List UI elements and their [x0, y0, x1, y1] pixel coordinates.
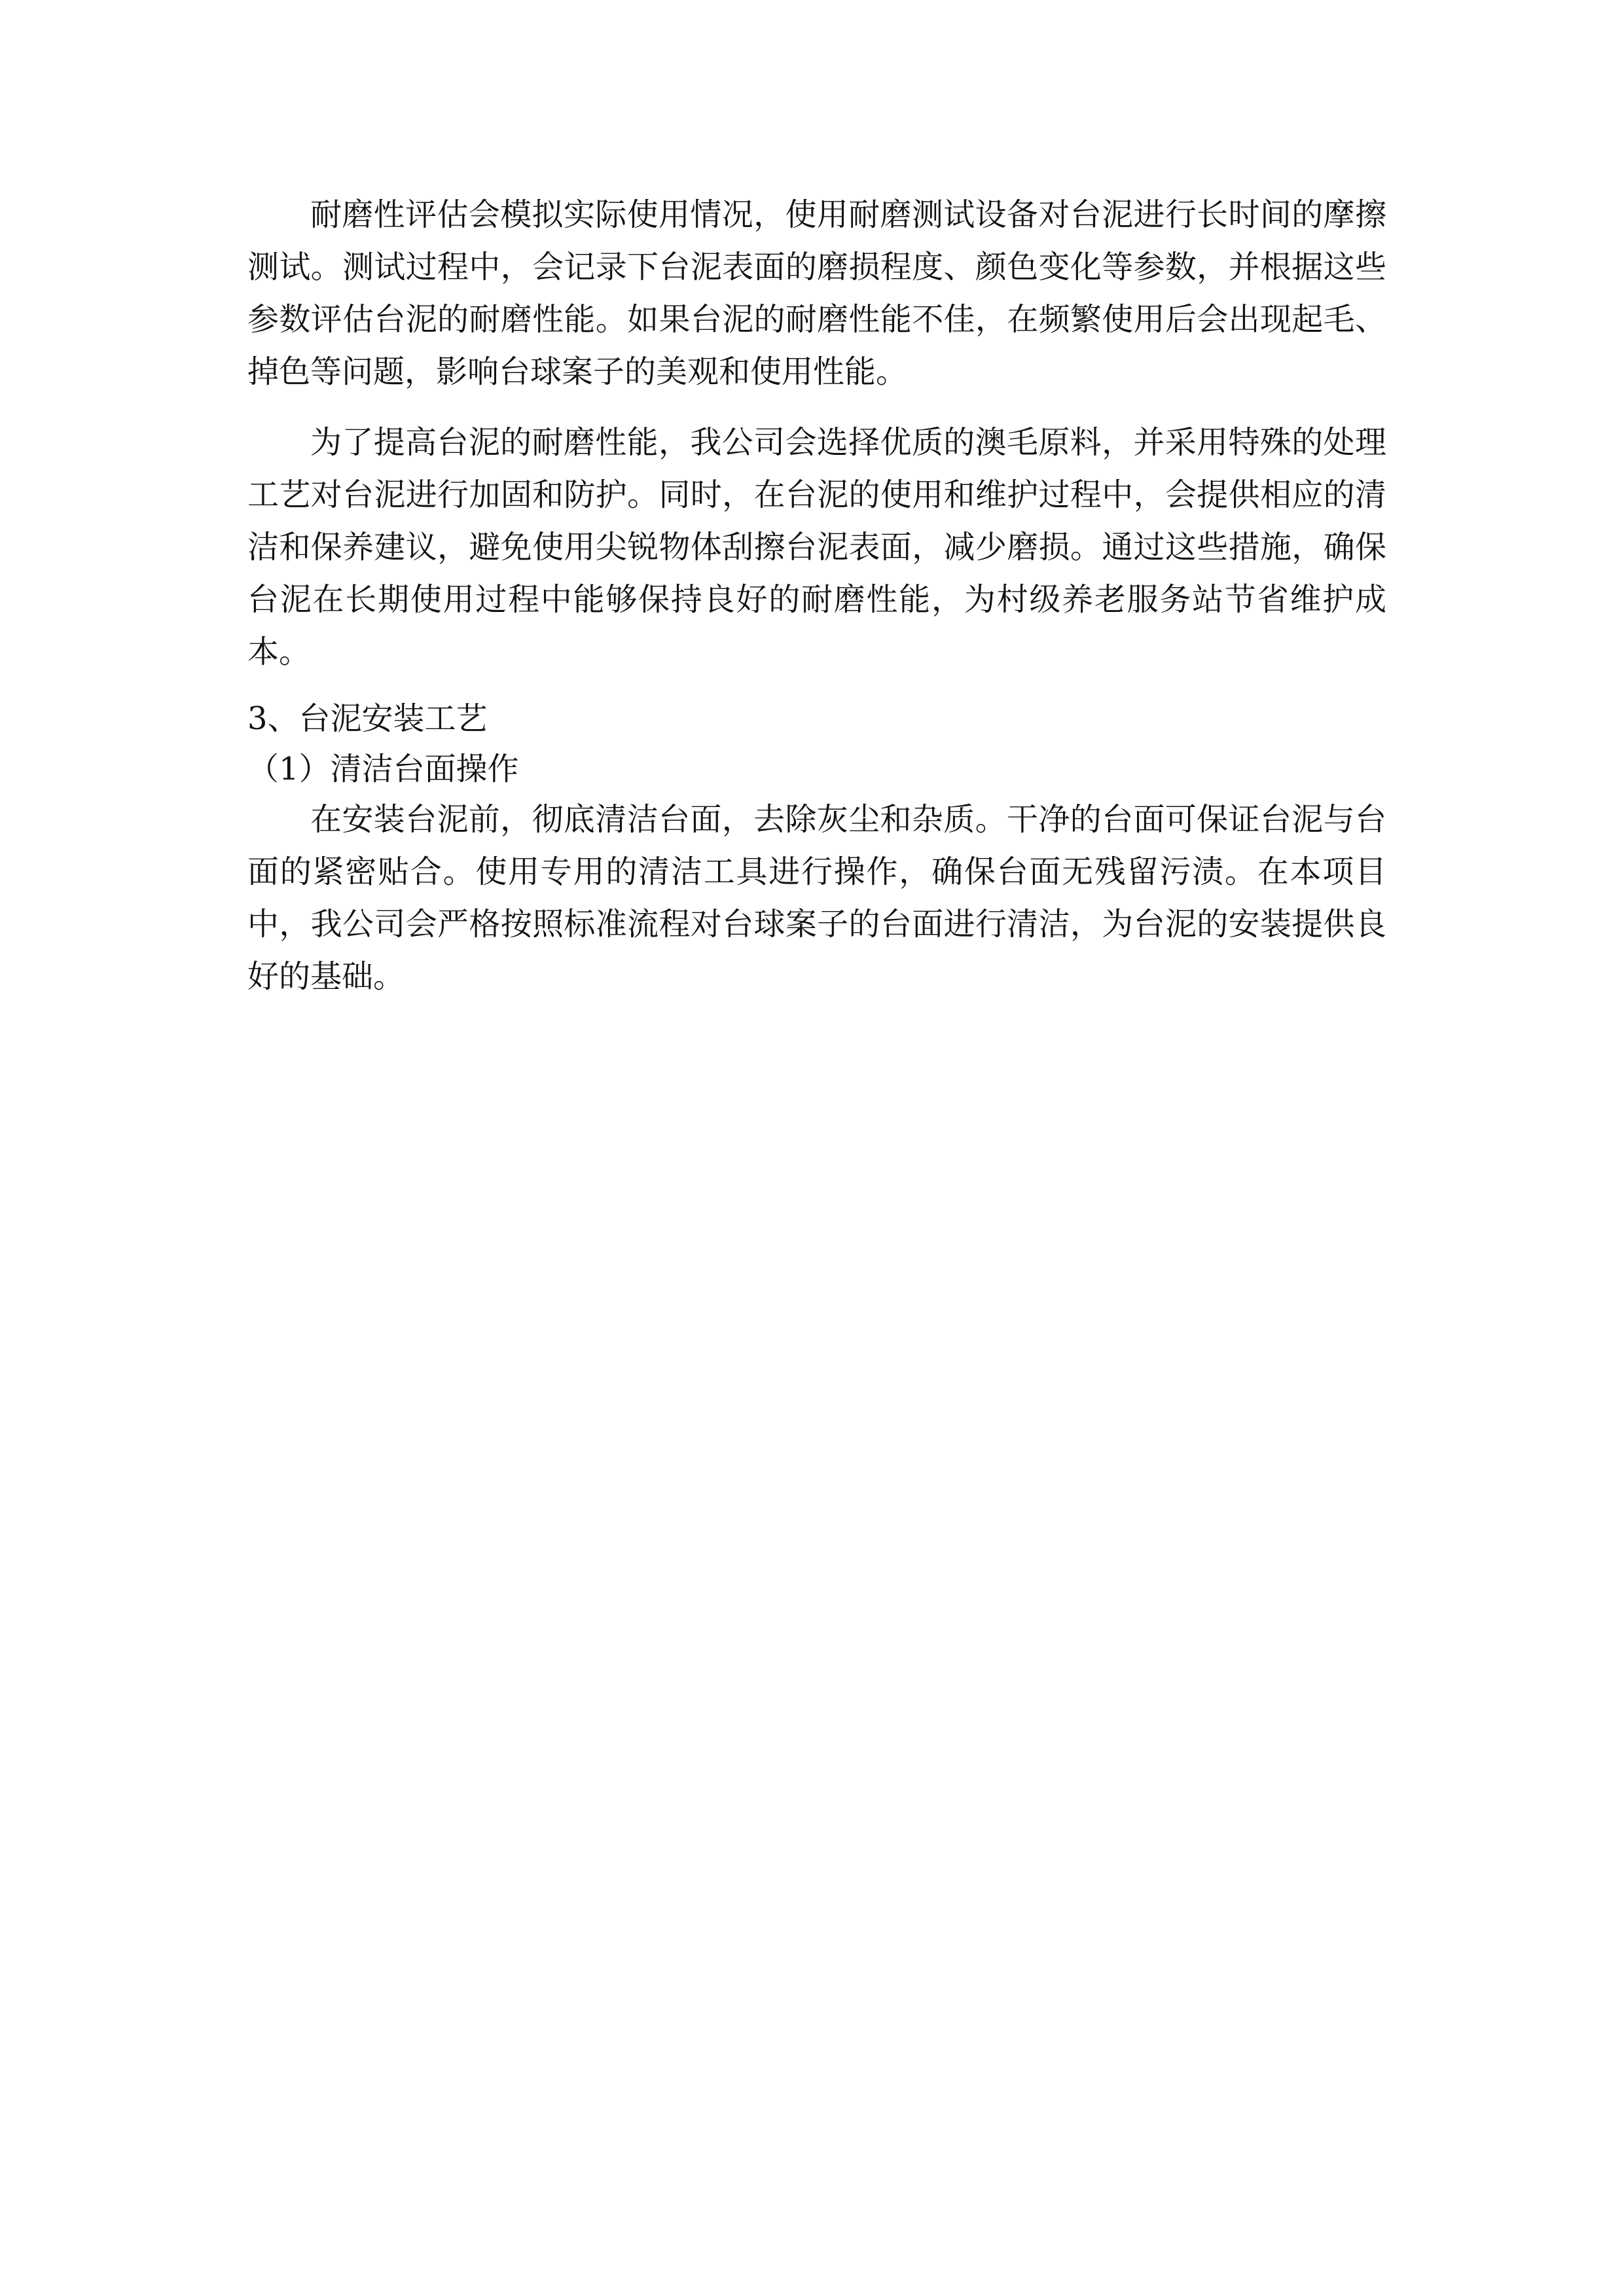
- section-heading: 3、台泥安装工艺: [247, 700, 488, 737]
- paragraph-wear-assessment: 耐磨性评估会模拟实际使用情况，使用耐磨测试设备对台泥进行长时间的摩擦测试。测试过程中，会记录下台泥表面的磨损程度、颜色变化等参数，并根据这些参数评估台泥的耐磨性能。如果台泥的耐磨性能不佳，在频繁使用后会出现起毛、掉色等问题，影响台球案子的美观和使用性能。: [247, 196, 1386, 390]
- paragraph-wear-improvement: 为了提高台泥的耐磨性能，我公司会选择优质的澳毛原料，并采用特殊的处理工艺对台泥进行加固和防护。同时，在台泥的使用和维护过程中，会提供相应的清洁和保养建议，避免使用尖锐物体刮擦台泥表面，减少磨损。通过这些措施，确保台泥在长期使用过程中能够保持良好的耐磨性能，为村级养老服务站节省维护成本。: [247, 424, 1386, 670]
- subsection-heading: （1）清洁台面操作: [247, 751, 519, 787]
- document-body: [247, 188, 1386, 1003]
- paragraph-table-cleaning: 在安装台泥前，彻底清洁台面，去除灰尘和杂质。干净的台面可保证台泥与台面的紧密贴合。使用专用的清洁工具进行操作，确保台面无残留污渍。在本项目中，我公司会严格按照标准流程对台球案子的台面进行清洁，为台泥的安装提供良好的基础。: [247, 801, 1386, 995]
